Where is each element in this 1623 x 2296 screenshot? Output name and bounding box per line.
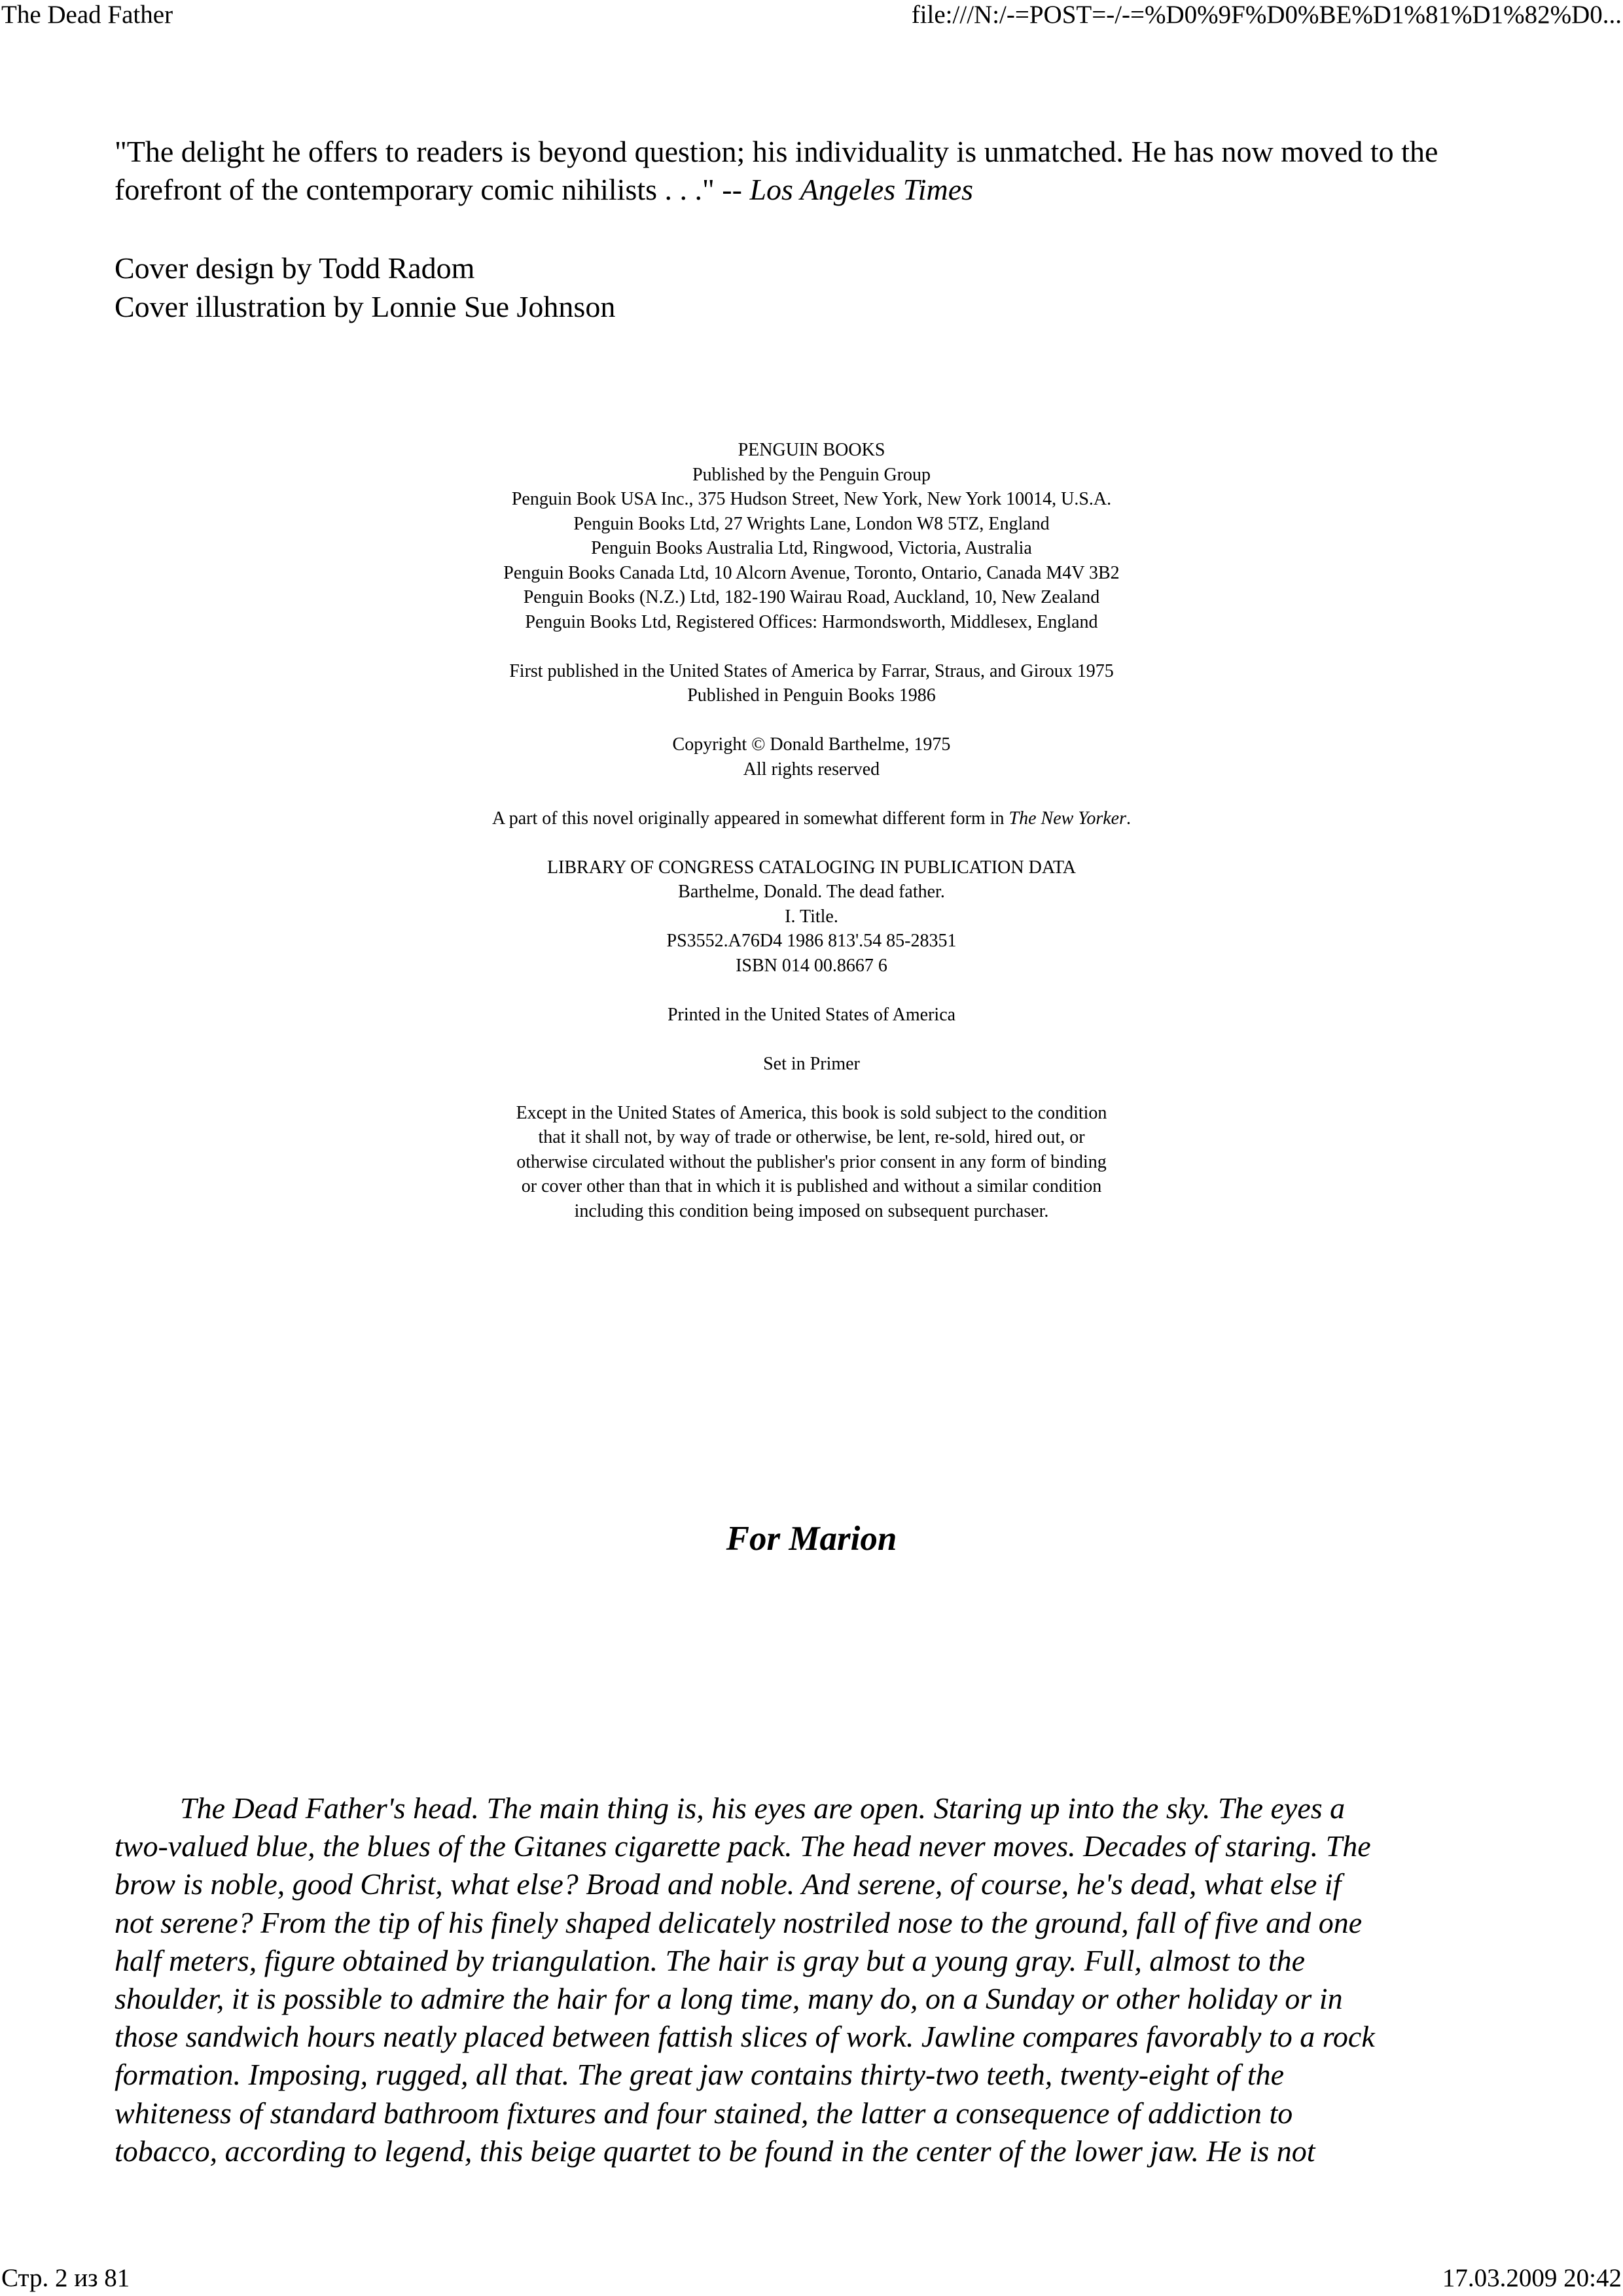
copyright-notice	[0, 732, 1623, 781]
condition-line: that it shall not, by way of trade or otherwise, be lent, re-sold, hired out, or	[538, 1127, 1085, 1147]
condition-line: including this condition being imposed on subsequent purchaser.	[574, 1200, 1049, 1221]
printed-in	[0, 1003, 1623, 1028]
paragraph-line: shoulder, it is possible to admire the hair for a long time, many do, on a Sunday or other holiday or in	[115, 1982, 1343, 2016]
new-yorker-note	[0, 806, 1623, 831]
catalog-line: ISBN 014 00.8667 6	[736, 955, 887, 976]
condition-line: or cover other than that in which it is published and without a similar condition	[521, 1176, 1102, 1196]
page-counter: Стр. 2 из 81	[1, 2264, 130, 2292]
paragraph-line: tobacco, according to legend, this beige quartet to be found in the center of the lower jaw. He is not	[115, 2134, 1315, 2168]
paragraph-line: brow is noble, good Christ, what else? Broad and noble. And serene, of course, he's dead, what else if	[115, 1867, 1342, 1901]
print-header	[0, 0, 1623, 33]
blurb-quote: "The delight he offers to readers is beyond question; his individuality is unmatched. He has now moved to the forefront of the contemporary comic nihilists . . ." --	[115, 135, 1438, 206]
sale-condition	[0, 1101, 1623, 1224]
publisher-line: PENGUIN BOOKS	[738, 440, 885, 460]
cataloging-data	[0, 855, 1623, 978]
publisher-line: Penguin Books Australia Ltd, Ringwood, Victoria, Australia	[591, 538, 1032, 558]
print-datetime: 17.03.2009 20:42	[1442, 2264, 1622, 2292]
document-url: file:///N:/-=POST=-/-=%D0%9F%D0%BE%D1%81%D1%82%D0...	[911, 1, 1622, 29]
publisher-line: Penguin Books Ltd, Registered Offices: Harmondsworth, Middlesex, England	[525, 611, 1098, 632]
blurb-source: Los Angeles Times	[749, 173, 974, 206]
catalog-line: Barthelme, Donald. The dead father.	[678, 882, 945, 902]
publication-line: First published in the United States of America by Farrar, Straus, and Giroux 1975	[509, 660, 1114, 681]
publisher-line: Published by the Penguin Group	[692, 464, 931, 485]
opening-paragraph	[115, 1789, 1522, 2170]
paragraph-line: two-valued blue, the blues of the Gitanes cigarette pack. The head never moves. Decades of staring. The	[115, 1829, 1371, 1863]
condition-line: Except in the United States of America, this book is sold subject to the condition	[516, 1102, 1107, 1123]
paragraph-line: whiteness of standard bathroom fixtures and four stained, the latter a consequence of addiction to	[115, 2096, 1293, 2130]
dedication: For Marion	[726, 1520, 897, 1558]
catalog-line: LIBRARY OF CONGRESS CATALOGING IN PUBLICATION DATA	[546, 857, 1077, 878]
publisher-line: Penguin Books Ltd, 27 Wrights Lane, London W8 5TZ, England	[573, 513, 1050, 534]
new-yorker-title: The New Yorker	[1008, 808, 1126, 829]
publication-history	[0, 659, 1623, 708]
typeset-in	[0, 1052, 1623, 1077]
new-yorker-prefix: A part of this novel originally appeared in somewhat different form in	[492, 808, 1009, 829]
print-footer	[0, 2263, 1623, 2296]
publisher-line: Penguin Book USA Inc., 375 Hudson Street, New York, New York 10014, U.S.A.	[511, 489, 1112, 509]
cover-design-credit: Cover design by Todd Radom	[115, 251, 475, 285]
new-yorker-line	[0, 806, 1623, 831]
cover-illustration-credit: Cover illustration by Lonnie Sue Johnson	[115, 290, 616, 323]
publisher-line: Penguin Books (N.Z.) Ltd, 182-190 Wairau Road, Auckland, 10, New Zealand	[523, 587, 1100, 607]
paragraph-line: half meters, figure obtained by triangulation. The hair is gray but a young gray. Full, almost to the	[115, 1943, 1306, 1977]
catalog-line: PS3552.A76D4 1986 813'.54 85-28351	[666, 931, 957, 951]
new-yorker-suffix: .	[1126, 808, 1131, 829]
printed-line: Printed in the United States of America	[667, 1004, 956, 1025]
paragraph-line: The Dead Father's head. The main thing is, his eyes are open. Staring up into the sky. The eyes a	[180, 1791, 1346, 1825]
cover-credits	[115, 249, 1522, 326]
typeset-line: Set in Primer	[763, 1053, 860, 1074]
publisher-addresses	[0, 438, 1623, 634]
publisher-line: Penguin Books Canada Ltd, 10 Alcorn Avenue, Toronto, Ontario, Canada M4V 3B2	[503, 562, 1120, 583]
review-blurb	[115, 133, 1522, 209]
paragraph-line: those sandwich hours neatly placed between fattish slices of work. Jawline compares favorably to a rock	[115, 2020, 1375, 2054]
copyright-page	[0, 438, 1623, 1248]
paragraph-line: not serene? From the tip of his finely shaped delicately nostriled nose to the ground, fall of five and one	[115, 1905, 1363, 1939]
catalog-line: I. Title.	[785, 906, 838, 927]
copyright-line: Copyright © Donald Barthelme, 1975	[672, 734, 951, 755]
publication-line: Published in Penguin Books 1986	[687, 685, 936, 706]
paragraph-line: formation. Imposing, rugged, all that. The great jaw contains thirty-two teeth, twenty-eight of the	[115, 2058, 1285, 2092]
document-title: The Dead Father	[1, 1, 173, 29]
condition-line: otherwise circulated without the publisher's prior consent in any form of binding	[516, 1151, 1107, 1172]
rights-line: All rights reserved	[743, 759, 880, 780]
